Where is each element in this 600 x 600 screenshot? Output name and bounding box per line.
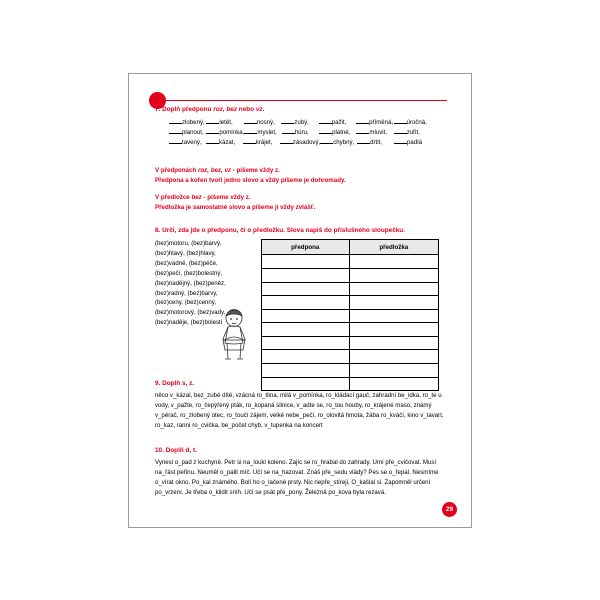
- ex7-word[interactable]: drtit,: [357, 137, 394, 146]
- list-item: (bez)motoru, (bez)barvý,: [155, 240, 222, 248]
- ex7-word[interactable]: zuřit,: [394, 127, 431, 136]
- page-content: [155, 92, 447, 512]
- answer-cell[interactable]: [262, 323, 350, 337]
- ex7-word[interactable]: zásadový,: [280, 137, 320, 146]
- list-item: (bez)pečí, (bez)bolestný,: [155, 269, 223, 277]
- ex7-word-row: [169, 137, 431, 146]
- exercise-10: [155, 447, 447, 498]
- ex7-heading-post: nebo: [237, 106, 256, 113]
- illustration-child-with-basket: [211, 307, 257, 365]
- worksheet-page: [128, 73, 472, 528]
- list-item: (bez)radný, (bez)barvy,: [155, 289, 218, 297]
- table-row: [262, 268, 439, 282]
- answer-cell[interactable]: [349, 268, 438, 282]
- list-item: (bez)naděje, (bez)bolesti: [155, 319, 223, 327]
- table-row: [262, 364, 439, 378]
- table-row: [262, 309, 439, 323]
- ex7-heading-italic: roz, bez: [213, 106, 238, 113]
- ex7-word-row: [169, 117, 431, 126]
- column-header-predlozka: předložka: [349, 240, 438, 255]
- ex8-answer-table: [261, 239, 439, 391]
- answer-cell[interactable]: [262, 268, 350, 282]
- ex7-word[interactable]: myslet,: [244, 127, 281, 136]
- answer-cell[interactable]: [349, 364, 438, 378]
- answer-cell[interactable]: [349, 350, 438, 364]
- table-row: [262, 336, 439, 350]
- ex7-word[interactable]: padlá: [394, 137, 431, 146]
- rule-line-4: Předložka je samostatné slovo a píšeme ji vždy zvlášť.: [155, 204, 316, 212]
- ex7-word[interactable]: pažit,: [319, 117, 356, 126]
- list-item: (bez)hlavý, (bez)hlavy,: [155, 250, 216, 258]
- ex7-heading-italic-2: vz: [255, 106, 263, 113]
- ex7-word-grid: [169, 117, 447, 146]
- table-row: [262, 350, 439, 364]
- ex7-word-row: [169, 127, 431, 136]
- ex7-word[interactable]: zlobený,: [169, 117, 206, 126]
- rule-line-2: Předpona a kořen tvoří jedno slovo a vždy píšeme je dohromady.: [155, 177, 346, 185]
- exercise-9-heading: 9. Doplň s, z.: [155, 380, 195, 387]
- ex7-word[interactable]: příměná,: [356, 117, 393, 126]
- ex7-word[interactable]: húru,: [282, 127, 319, 136]
- list-item: (bez)ceny, (bez)cenný,: [155, 299, 217, 307]
- ex7-word[interactable]: planout,: [169, 127, 206, 136]
- table-row: [262, 255, 439, 269]
- exercise-8-body: [155, 239, 447, 391]
- answer-cell[interactable]: [349, 296, 438, 310]
- answer-cell[interactable]: [349, 282, 438, 296]
- ex7-word[interactable]: pomínka,: [206, 127, 244, 136]
- ex7-word[interactable]: letět,: [206, 117, 243, 126]
- ex7-heading-end: .: [262, 106, 265, 113]
- ex7-word[interactable]: úročná,: [394, 117, 431, 126]
- answer-cell[interactable]: [349, 255, 438, 269]
- ex7-word[interactable]: platné,: [319, 127, 356, 136]
- answer-cell[interactable]: [262, 364, 350, 378]
- exercise-9-text[interactable]: něco v_kázal, bez_zubé dítě, vzácná ro_tlina, milá v_pomínka, ro_kládací gauč, zahradní be_idka, ro_te u vody, v_pažte, ro_čepýřený pták, ro_kopaná silnice, v_adte se, ro_tou houby, ro_krájené maso, známý v_pěrač, ro_zlobený otec, ro_toučí zájem, velké nebe_pečí, ro_olovitá hmota, žába ro_kváčí, kino v_tavart, ro_kaz, ranní ro_cvička, be_počet chyb, v_tupenka na koncert: [155, 392, 444, 429]
- exercise-7: [155, 106, 447, 147]
- answer-cell[interactable]: [262, 255, 350, 269]
- answer-cell[interactable]: [349, 336, 438, 350]
- exercise-7-heading: [155, 106, 447, 114]
- list-item: (bez)nadějný, (bez)peněz,: [155, 279, 226, 287]
- ex7-word[interactable]: chybný,: [320, 137, 357, 146]
- answer-cell[interactable]: [349, 323, 438, 337]
- exercise-8: [155, 227, 447, 391]
- list-item: (bez)motorový, (bez)vady,: [155, 309, 226, 317]
- rule-line-1: V předponách roz, bez, vz - píšeme vždy z.: [155, 167, 280, 174]
- ex7-heading-pre: 7. Doplň předponu: [155, 106, 214, 113]
- ex7-word[interactable]: zubý,: [281, 117, 318, 126]
- table-row: [262, 323, 439, 337]
- answer-cell[interactable]: [262, 282, 350, 296]
- rules-block: [155, 166, 447, 214]
- answer-cell[interactable]: [262, 350, 350, 364]
- table-header-row: [262, 240, 439, 255]
- list-item: (bez)vadně, (bez)péče,: [155, 260, 218, 268]
- answer-cell[interactable]: [349, 309, 438, 323]
- answer-cell[interactable]: [262, 336, 350, 350]
- exercise-10-text[interactable]: Vynesl o_pad z kuchyně. Petr si na_loukl koleno. Zajíc se ro_hrabal do zahrady. Umí pře_cvičovat. Musí na_řást peřinu. Neuměl o_palit míč. Učí se na_hazovat. Znáš pře_sedu vlády? Pes se o_řepal. Nesmíme o_vírat okno. Po_kal známého. Bolí ho o_lačené prsty. Nic nepře_stíreji, O_kašlal si. Zapomněl určení po_vrzení. Je třeba o_klidit sníh. Učí se psát pře_pony. Železná po_kova byla rezavá.: [155, 459, 439, 496]
- ex7-word[interactable]: mluvit,: [356, 127, 393, 136]
- ex7-word[interactable]: krájet,: [243, 137, 280, 146]
- exercise-10-heading: 10. Doplň d, t.: [155, 447, 197, 454]
- table-row: [262, 282, 439, 296]
- column-header-predpona: předpona: [262, 240, 350, 255]
- ex7-word[interactable]: nosný,: [244, 117, 281, 126]
- table-row: [262, 296, 439, 310]
- ex7-word[interactable]: tavený,: [169, 137, 206, 146]
- ex7-word[interactable]: kázat,: [206, 137, 243, 146]
- answer-cell[interactable]: [262, 309, 350, 323]
- page-number: 29: [442, 502, 457, 517]
- answer-cell[interactable]: [262, 296, 350, 310]
- rule-line-3: V předložce bez - píšeme vždy z.: [155, 193, 251, 201]
- exercise-8-heading: 8. Urči, zda jde o předponu, či o předložku. Slova napiš do příslušného sloupečku.: [155, 227, 405, 234]
- ex8-word-list: [155, 239, 259, 391]
- exercise-9: [155, 380, 447, 431]
